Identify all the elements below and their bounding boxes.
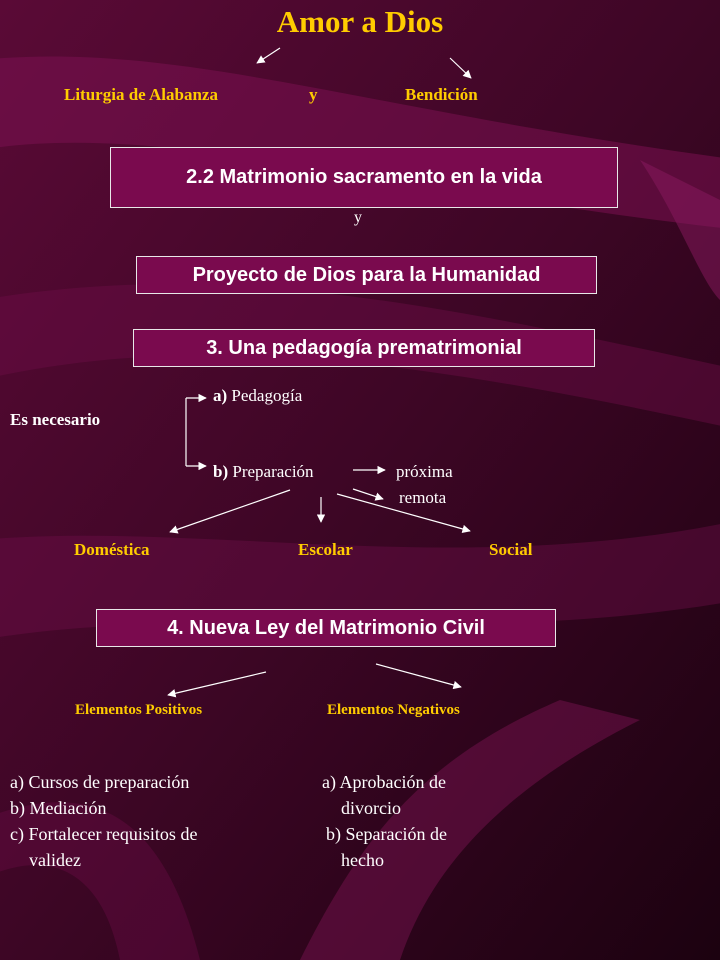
arrow-bendicion [450,58,471,78]
box-proyecto-de-dios: Proyecto de Dios para la Humanidad [136,256,597,294]
scope-escolar: Escolar [298,540,353,559]
arrow-domestica [170,490,290,532]
elementos-positivos: Elementos Positivos [75,702,203,718]
option-b-letter: b) [213,462,229,481]
list-item: a) Aprobación de [322,772,446,792]
box-matrimonio-sacramento: 2.2 Matrimonio sacramento en la vida [110,147,618,208]
option-a-letter: a) [213,386,228,405]
list-item: c) Fortalecer requisitos de [10,824,198,844]
list-item: hecho [341,850,384,870]
page-title: Amor a Dios [276,4,444,39]
positive-list [10,769,197,873]
scope-domestica: Doméstica [74,540,150,559]
elementos-negativos: Elementos Negativos [327,702,460,718]
list-item: a) Cursos de preparación [10,772,190,792]
negative-list [322,769,447,873]
arrow-positivos [168,672,266,695]
option-b-text: Preparación [232,462,314,481]
scope-social: Social [489,540,533,559]
branch-liturgia: Liturgia de Alabanza [64,85,218,104]
branch-conjunction: y [309,85,318,104]
list-item: validez [29,850,81,870]
arrow-liturgia [257,48,280,63]
option-a [213,386,302,406]
option-a-text: Pedagogía [231,386,303,405]
list-item: divorcio [341,798,401,818]
arrow-remota [353,489,383,499]
box-nueva-ley-matrimonio-civil: 4. Nueva Ley del Matrimonio Civil [96,609,556,647]
branch-bendicion: Bendición [405,85,478,104]
arrow-negativos [376,664,461,687]
label-remota: remota [399,488,447,507]
es-necesario: Es necesario [10,410,101,429]
label-proxima: próxima [396,462,453,481]
box-pedagogia-prematrimonial: 3. Una pedagogía prematrimonial [133,329,595,367]
list-item: b) Separación de [326,824,447,844]
connector-y: y [354,209,362,226]
list-item: b) Mediación [10,798,107,818]
option-b [213,462,314,482]
